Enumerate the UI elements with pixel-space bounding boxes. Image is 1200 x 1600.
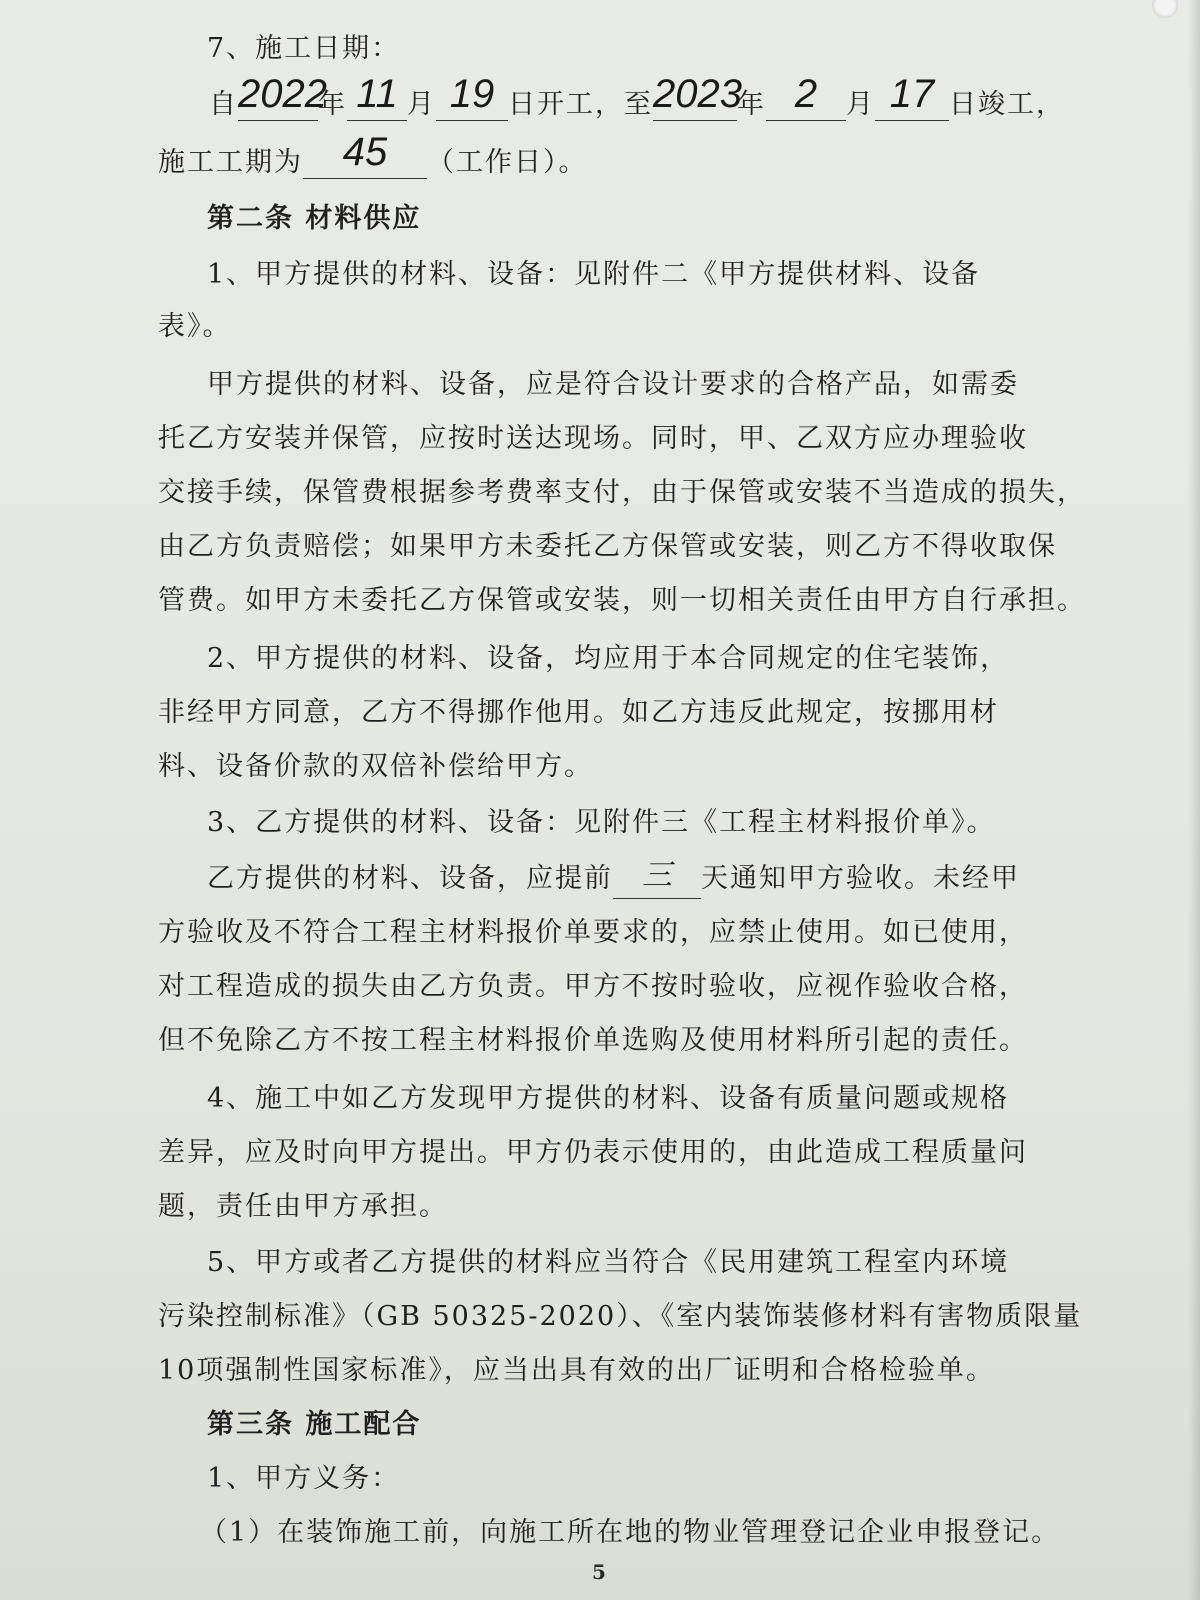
paragraph-line: 但不免除乙方不按工程主材料报价单选购及使用材料所引起的责任。 bbox=[158, 1025, 1028, 1056]
paragraph-line: 非经甲方同意，乙方不得挪作他用。如乙方违反此规定，按挪用材 bbox=[158, 697, 999, 728]
paragraph-line: 托乙方安装并保管，应按时送达现场。同时，甲、乙双方应办理验收 bbox=[158, 423, 1028, 454]
paragraph-line: 4、施工中如乙方发现甲方提供的材料、设备有质量问题或规格 bbox=[207, 1083, 1010, 1114]
paragraph-line: 2、甲方提供的材料、设备，均应用于本合同规定的住宅装饰， bbox=[207, 643, 1010, 674]
duration-line: 施工工期为 45 （工作日）。 bbox=[158, 130, 588, 178]
paragraph-line: 甲方提供的材料、设备，应是符合设计要求的合格产品，如需委 bbox=[207, 369, 1019, 400]
section-heading-article-2: 第二条 材料供应 bbox=[207, 203, 422, 234]
section-heading-article-3: 第三条 施工配合 bbox=[207, 1409, 422, 1440]
punch-hole bbox=[1152, 0, 1178, 18]
paragraph-line: 乙方提供的材料、设备，应提前 三 天通知甲方验收。未经甲 bbox=[207, 850, 1020, 908]
paragraph-line: 3、乙方提供的材料、设备：见附件三《工程主材料报价单》。 bbox=[207, 807, 996, 838]
notice-days-field: 三 bbox=[613, 858, 701, 899]
paragraph-line: 题，责任由甲方承担。 bbox=[158, 1191, 448, 1222]
paragraph-line: 10项强制性国家标准》，应当出具有效的出厂证明和合格检验单。 bbox=[158, 1355, 995, 1386]
paragraph-line: （1）在装饰施工前，向施工所在地的物业管理登记企业申报登记。 bbox=[200, 1517, 1061, 1548]
page-edge-shadow bbox=[1188, 0, 1200, 1600]
paragraph-line: 表》。 bbox=[158, 311, 232, 342]
page-number: 5 bbox=[592, 1560, 606, 1584]
start-month-field: 11 bbox=[347, 80, 407, 121]
paragraph-line: 管费。如甲方未委托乙方保管或安装，则一切相关责任由甲方自行承担。 bbox=[158, 585, 1086, 616]
end-day-field: 17 bbox=[875, 80, 949, 121]
date-line: 自2022年 11 月 19 日开工，至2023年 2 月 17 日竣工， bbox=[209, 72, 1065, 120]
paragraph-line: 由乙方负责赔偿；如果甲方未委托乙方保管或安装，则乙方不得收取保 bbox=[158, 531, 1057, 562]
paragraph-line: 交接手续，保管费根据参考费率支付，由于保管或安装不当造成的损失， bbox=[158, 477, 1086, 508]
paragraph-line: 污染控制标准》（GB 50325-2020）、《室内装饰装修材料有害物质限量 bbox=[158, 1301, 1083, 1332]
paragraph-line: 对工程造成的损失由乙方负责。甲方不按时验收，应视作验收合格， bbox=[158, 971, 1028, 1002]
paragraph-line: 料、设备价款的双倍补偿给甲方。 bbox=[158, 751, 593, 782]
paragraph-line: 5、甲方或者乙方提供的材料应当符合《民用建筑工程室内环境 bbox=[207, 1247, 1010, 1278]
paragraph-line: 1、甲方提供的材料、设备：见附件二《甲方提供材料、设备 bbox=[207, 259, 981, 290]
end-month-field: 2 bbox=[766, 80, 846, 121]
start-day-field: 19 bbox=[436, 80, 508, 121]
paragraph-line: 1、甲方义务： bbox=[207, 1463, 401, 1494]
end-year-field: 2023 bbox=[653, 80, 737, 121]
date-heading: 7、施工日期： bbox=[207, 33, 401, 64]
start-year-field: 2022 bbox=[238, 80, 318, 121]
paragraph-line: 方验收及不符合工程主材料报价单要求的，应禁止使用。如已使用， bbox=[158, 917, 1028, 948]
duration-days-field: 45 bbox=[303, 138, 427, 179]
paragraph-line: 差异，应及时向甲方提出。甲方仍表示使用的，由此造成工程质量问 bbox=[158, 1137, 1028, 1168]
